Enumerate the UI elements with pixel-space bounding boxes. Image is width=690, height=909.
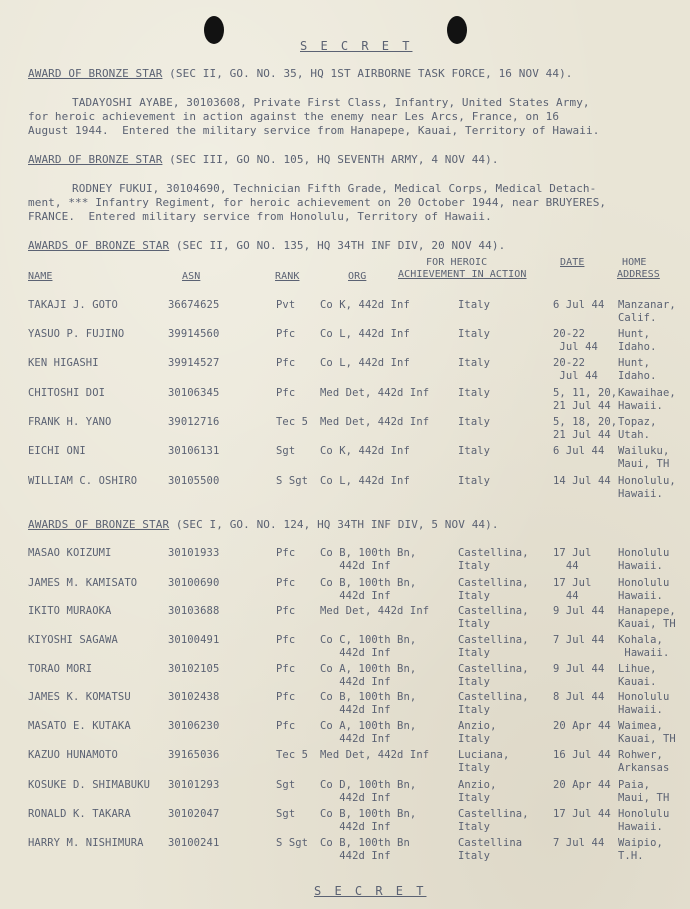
cell-place: Italy xyxy=(458,299,491,311)
cell-org: Med Det, 442d Inf xyxy=(320,605,430,617)
cell-place: Italy xyxy=(458,387,491,399)
cell-org: Co B, 100th Bn, 442d Inf xyxy=(320,547,417,572)
cell-name: KIYOSHI SAGAWA xyxy=(28,634,118,646)
cell-home: Manzanar, Calif. xyxy=(618,299,676,324)
cell-rank: Tec 5 xyxy=(276,749,309,761)
cell-place: Castellina, Italy xyxy=(458,691,529,716)
section-1-line-3: August 1944. Entered the military service from Hanapepe, Kauai, Territory of Hawaii. xyxy=(28,124,600,137)
cell-asn: 30106230 xyxy=(168,720,220,732)
cell-name: TORAO MORI xyxy=(28,663,93,675)
cell-date: 9 Jul 44 xyxy=(553,605,605,617)
section-2-line-1: RODNEY FUKUI, 30104690, Technician Fifth Grade, Medical Corps, Medical Detach- xyxy=(72,182,597,195)
cell-name: KOSUKE D. SHIMABUKU xyxy=(28,779,151,791)
cell-asn: 30105500 xyxy=(168,475,220,487)
cell-asn: 39165036 xyxy=(168,749,220,761)
classification-footer: S E C R E T xyxy=(314,884,427,898)
cell-org: Co K, 442d Inf xyxy=(320,445,410,457)
cell-org: Co A, 100th Bn, 442d Inf xyxy=(320,663,417,688)
cell-asn: 39914560 xyxy=(168,328,220,340)
cell-rank: Sgt xyxy=(276,779,296,791)
cell-home: Honolulu Hawaii. xyxy=(618,808,670,833)
cell-home: Waipio, T.H. xyxy=(618,837,663,862)
cell-org: Co B, 100th Bn, 442d Inf xyxy=(320,808,417,833)
section-2-line-2: ment, *** Infantry Regiment, for heroic achievement on 20 October 1944, near BRUYERES, xyxy=(28,196,607,209)
cell-place: Castellina, Italy xyxy=(458,605,529,630)
cell-rank: Pfc xyxy=(276,691,296,703)
cell-home: Kawaihae, Hawaii. xyxy=(618,387,676,412)
cell-org: Co B, 100th Bn, 442d Inf xyxy=(320,577,417,602)
cell-asn: 30106131 xyxy=(168,445,220,457)
cell-home: Wailuku, Maui, TH xyxy=(618,445,670,470)
cell-name: RONALD K. TAKARA xyxy=(28,808,131,820)
cell-org: Co L, 442d Inf xyxy=(320,475,410,487)
cell-date: 16 Jul 44 xyxy=(553,749,611,761)
cell-date: 14 Jul 44 xyxy=(553,475,611,487)
cell-date: 7 Jul 44 xyxy=(553,634,605,646)
section-1-line-2: for heroic achievement in action against the enemy near Les Arcs, France, on 16 xyxy=(28,110,560,123)
cell-name: EICHI ONI xyxy=(28,445,86,457)
cell-rank: Sgt xyxy=(276,808,296,820)
cell-date: 20 Apr 44 xyxy=(553,779,611,791)
cell-date: 9 Jul 44 xyxy=(553,663,605,675)
cell-place: Castellina, Italy xyxy=(458,663,529,688)
cell-place: Castellina, Italy xyxy=(458,808,529,833)
cell-rank: Tec 5 xyxy=(276,416,309,428)
cell-name: TAKAJI J. GOTO xyxy=(28,299,118,311)
column-header-home-1: HOME xyxy=(622,257,647,268)
cell-org: Co L, 442d Inf xyxy=(320,357,410,369)
cell-home: Lihue, Kauai. xyxy=(618,663,657,688)
section-1-line-1: TADAYOSHI AYABE, 30103608, Private First Class, Infantry, United States Army, xyxy=(72,96,590,109)
cell-date: 20 Apr 44 xyxy=(553,720,611,732)
cell-rank: Pfc xyxy=(276,720,296,732)
classification-header: S E C R E T xyxy=(300,39,413,53)
cell-asn: 39012716 xyxy=(168,416,220,428)
cell-home: Paia, Maui, TH xyxy=(618,779,670,804)
cell-asn: 30103688 xyxy=(168,605,220,617)
cell-rank: Pfc xyxy=(276,387,296,399)
column-header-achievement-1: FOR HEROIC xyxy=(426,257,488,268)
cell-rank: Pfc xyxy=(276,577,296,589)
cell-place: Castellina, Italy xyxy=(458,577,529,602)
column-header-name: NAME xyxy=(28,271,53,282)
cell-asn: 30102438 xyxy=(168,691,220,703)
cell-org: Co B, 100th Bn, 442d Inf xyxy=(320,691,417,716)
cell-rank: Pfc xyxy=(276,328,296,340)
cell-name: IKITO MURAOKA xyxy=(28,605,112,617)
cell-name: KAZUO HUNAMOTO xyxy=(28,749,118,761)
cell-place: Italy xyxy=(458,328,491,340)
cell-name: YASUO P. FUJINO xyxy=(28,328,125,340)
cell-place: Italy xyxy=(458,475,491,487)
cell-name: JAMES K. KOMATSU xyxy=(28,691,131,703)
cell-name: FRANK H. YANO xyxy=(28,416,112,428)
cell-org: Med Det, 442d Inf xyxy=(320,416,430,428)
cell-name: MASAO KOIZUMI xyxy=(28,547,112,559)
cell-home: Waimea, Kauai, TH xyxy=(618,720,676,745)
cell-asn: 39914527 xyxy=(168,357,220,369)
cell-place: Castellina, Italy xyxy=(458,547,529,572)
cell-org: Co B, 100th Bn 442d Inf xyxy=(320,837,410,862)
cell-date: 17 Jul 44 xyxy=(553,808,611,820)
punch-hole-left xyxy=(204,16,224,44)
cell-rank: Pfc xyxy=(276,663,296,675)
cell-home: Honolulu Hawaii. xyxy=(618,691,670,716)
cell-home: Honolulu Hawaii. xyxy=(618,547,670,572)
cell-place: Italy xyxy=(458,416,491,428)
cell-asn: 30100241 xyxy=(168,837,220,849)
cell-org: Co D, 100th Bn, 442d Inf xyxy=(320,779,417,804)
cell-date: 5, 11, 20, 21 Jul 44 xyxy=(553,387,618,412)
cell-asn: 30100690 xyxy=(168,577,220,589)
cell-date: 17 Jul 44 xyxy=(553,547,592,572)
cell-date: 6 Jul 44 xyxy=(553,445,605,457)
cell-name: CHITOSHI DOI xyxy=(28,387,106,399)
cell-date: 5, 18, 20, 21 Jul 44 xyxy=(553,416,618,441)
cell-home: Honolulu Hawaii. xyxy=(618,577,670,602)
cell-date: 20-22 Jul 44 xyxy=(553,328,598,353)
section-1-heading: AWARD OF BRONZE STAR (SEC II, GO. NO. 35, HQ 1ST AIRBORNE TASK FORCE, 16 NOV 44). xyxy=(28,67,573,80)
cell-home: Hunt, Idaho. xyxy=(618,328,657,353)
section-2-heading: AWARD OF BRONZE STAR (SEC III, GO NO. 105, HQ SEVENTH ARMY, 4 NOV 44). xyxy=(28,153,499,166)
section-4-heading: AWARDS OF BRONZE STAR (SEC I, GO. NO. 124, HQ 34TH INF DIV, 5 NOV 44). xyxy=(28,518,499,531)
punch-hole-right xyxy=(447,16,467,44)
cell-rank: Pfc xyxy=(276,547,296,559)
section-3-heading: AWARDS OF BRONZE STAR (SEC II, GO NO. 135, HQ 34TH INF DIV, 20 NOV 44). xyxy=(28,239,506,252)
cell-place: Luciana, Italy xyxy=(458,749,510,774)
cell-date: 8 Jul 44 xyxy=(553,691,605,703)
cell-name: MASATO E. KUTAKA xyxy=(28,720,131,732)
column-header-home-2: ADDRESS xyxy=(617,269,660,280)
cell-date: 20-22 Jul 44 xyxy=(553,357,598,382)
cell-asn: 30102105 xyxy=(168,663,220,675)
cell-asn: 36674625 xyxy=(168,299,220,311)
cell-rank: Pvt xyxy=(276,299,296,311)
column-header-rank: RANK xyxy=(275,271,300,282)
cell-name: JAMES M. KAMISATO xyxy=(28,577,138,589)
cell-rank: S Sgt xyxy=(276,475,309,487)
cell-org: Med Det, 442d Inf xyxy=(320,749,430,761)
cell-date: 17 Jul 44 xyxy=(553,577,592,602)
cell-asn: 30102047 xyxy=(168,808,220,820)
column-header-org: ORG xyxy=(348,271,367,282)
cell-home: Topaz, Utah. xyxy=(618,416,657,441)
cell-home: Honolulu, Hawaii. xyxy=(618,475,676,500)
cell-home: Hunt, Idaho. xyxy=(618,357,657,382)
cell-place: Castellina Italy xyxy=(458,837,523,862)
cell-home: Rohwer, Arkansas xyxy=(618,749,670,774)
cell-org: Co L, 442d Inf xyxy=(320,328,410,340)
cell-place: Anzio, Italy xyxy=(458,779,497,804)
cell-date: 6 Jul 44 xyxy=(553,299,605,311)
cell-asn: 30101933 xyxy=(168,547,220,559)
cell-date: 7 Jul 44 xyxy=(553,837,605,849)
cell-rank: Pfc xyxy=(276,634,296,646)
column-header-asn: ASN xyxy=(182,271,201,282)
cell-org: Co K, 442d Inf xyxy=(320,299,410,311)
cell-rank: Sgt xyxy=(276,445,296,457)
cell-name: HARRY M. NISHIMURA xyxy=(28,837,144,849)
cell-rank: S Sgt xyxy=(276,837,309,849)
section-2-line-3: FRANCE. Entered military service from Honolulu, Territory of Hawaii. xyxy=(28,210,492,223)
cell-rank: Pfc xyxy=(276,605,296,617)
cell-org: Co C, 100th Bn, 442d Inf xyxy=(320,634,417,659)
cell-place: Italy xyxy=(458,445,491,457)
cell-name: KEN HIGASHI xyxy=(28,357,99,369)
cell-place: Anzio, Italy xyxy=(458,720,497,745)
cell-org: Co A, 100th Bn, 442d Inf xyxy=(320,720,417,745)
cell-home: Kohala, Hawaii. xyxy=(618,634,670,659)
cell-rank: Pfc xyxy=(276,357,296,369)
cell-asn: 30100491 xyxy=(168,634,220,646)
cell-name: WILLIAM C. OSHIRO xyxy=(28,475,138,487)
cell-place: Castellina, Italy xyxy=(458,634,529,659)
cell-asn: 30101293 xyxy=(168,779,220,791)
column-header-achievement-2: ACHIEVEMENT IN ACTION xyxy=(398,269,527,280)
cell-asn: 30106345 xyxy=(168,387,220,399)
cell-org: Med Det, 442d Inf xyxy=(320,387,430,399)
column-header-date: DATE xyxy=(560,257,585,268)
cell-home: Hanapepe, Kauai, TH xyxy=(618,605,676,630)
cell-place: Italy xyxy=(458,357,491,369)
